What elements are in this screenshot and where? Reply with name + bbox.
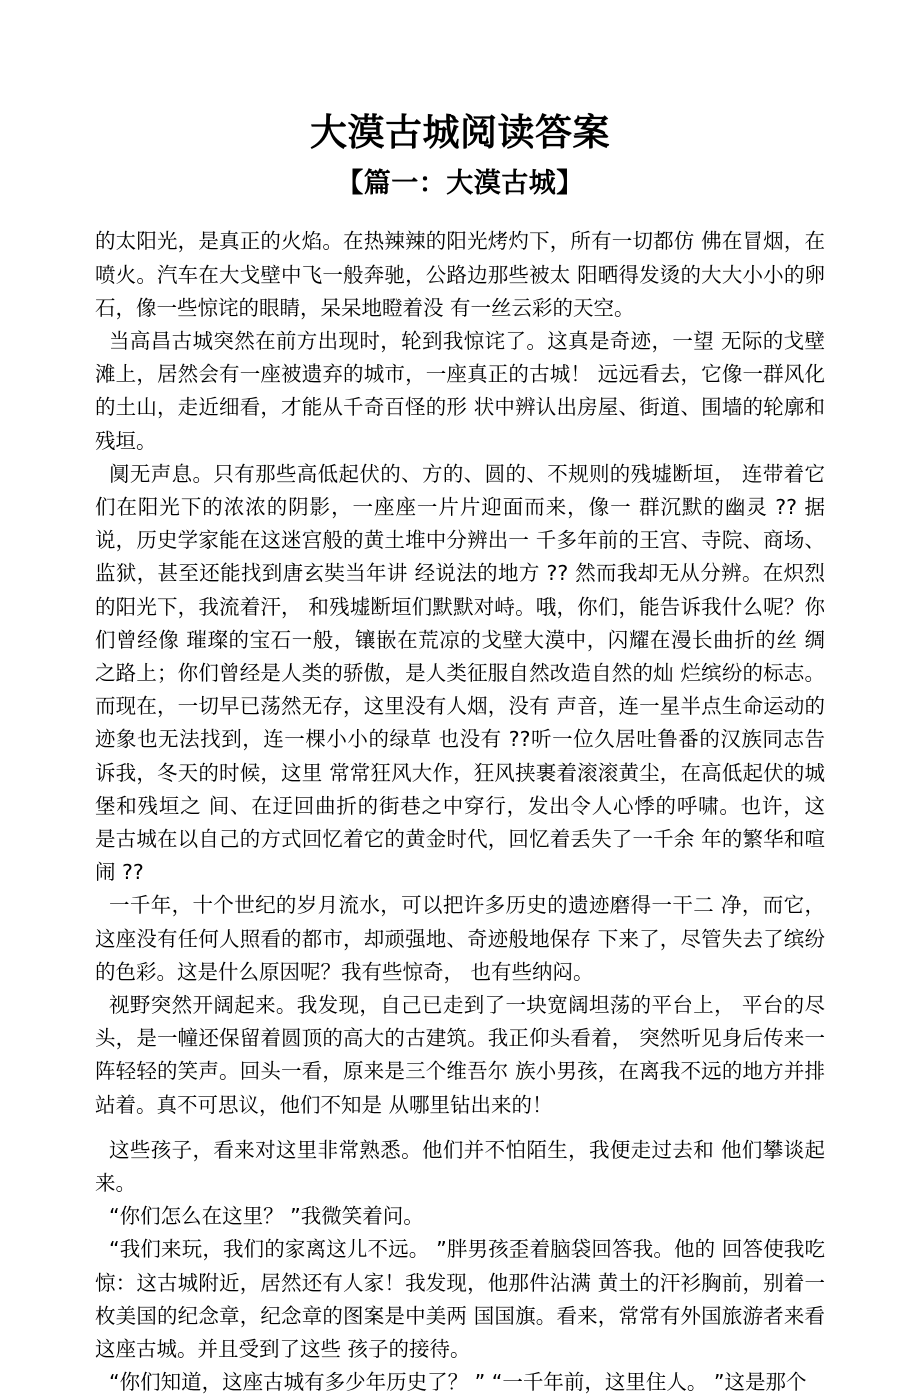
paragraph: 当高昌古城突然在前方出现时，轮到我惊诧了。这真是奇迹，一望 无际的戈壁滩上，居然会有一座被遗弃的城市，一座真正的古城！ 远远看去，它像一群风化的土山，走近细看，才能从千奇百怪的形 状中辨认出房屋、街道、围墙的轮廓和残垣。 [95,328,825,453]
paragraph: 这些孩子，看来对这里非常熟悉。他们并不怕陌生，我便走过去和 他们攀谈起来。 [95,1137,825,1196]
paragraph: 的太阳光，是真正的火焰。在热辣辣的阳光烤灼下，所有一切都仿 佛在冒烟，在喷火。汽车在大戈壁中飞一般奔驰，公路边那些被太 阳晒得发烫的大大小小的卵石，像一些惊诧的眼睛，呆呆地瞪着没 有一丝云彩的天空。 [95,229,825,320]
page-title: 大漠古城阅读答案 [310,111,610,154]
paragraph: 一千年，十个世纪的岁月流水，可以把许多历史的遗迹磨得一干二 净，而它，这座没有任何人照看的都市，却顽强地、奇迹般地保存 下来了，尽管失去了缤纷的色彩。这是什么原因呢？我有些惊奇， 也有些纳闷。 [95,893,825,984]
paragraph: 阒无声息。只有那些高低起伏的、方的、圆的、不规则的残墟断垣， 连带着它们在阳光下的浓浓的阴影，一座座一片片迎面而来，像一 群沉默的幽灵 ?? 据说，历史学家能在这迷宫般的黄土堆中分辨出一 千多年前的王宫、寺院、商场、监狱，甚至还能找到唐玄奘当年讲 经说法的地方 ?? 然而我却无从分辨。在炽烈的阳光下，我流着汗， 和残墟断垣们默默对峙。哦，你们，能告诉我什么呢？你们曾经像 璀璨的宝石一般，镶嵌在荒凉的戈壁大漠中，闪耀在漫长曲折的丝 绸之路上；你们曾经是人类的骄傲，是人类征服自然改造自然的灿 烂缤纷的标志。而现在，一切早已荡然无存，这里没有人烟，没有 声音，连一星半点生命运动的迹象也无法找到，连一棵小小的绿草 也没有 ??听一位久居吐鲁番的汉族同志告诉我，冬天的时候，这里 常常狂风大作，狂风挟裹着滚滚黄尘，在高低起伏的城堡和残垣之 间、在迂回曲折的街巷之中穿行，发出令人心悸的呼啸。也许，这 是古城在以自己的方式回忆着它的黄金时代，回忆着丢失了一千余 年的繁华和喧闹 ?? [95,461,832,885]
paragraph: 视野突然开阔起来。我发现，自己已走到了一块宽阔坦荡的平台上， 平台的尽头，是一幢还保留着圆顶的高大的古建筑。我正仰头看着， 突然听见身后传来一阵轻轻的笑声。回头一看，原来是三个维吾尔 族小男孩，在离我不远的地方并排站着。真不可思议，他们不知是 从哪里钻出来的！ [95,993,825,1117]
document-body [0,201,920,1399]
document-subtitle: 【篇一：大漠古城】 [336,168,584,200]
paragraph: “你们知道，这座古城有多少年历史了？ ” “一千年前，这里住人。 ”这是那个 [109,1370,807,1395]
paragraph: “我们来玩，我们的家离这儿不远。 ”胖男孩歪着脑袋回答我。他的 回答使我吃惊：这古城附近，居然还有人家！我发现，他那件沾满 黄土的汗衫胸前，别着一枚美国的纪念章，纪念章的图案是中美两 国国旗。看来，常常有外国旅游者来看这座古城。并且受到了这些 孩子的接待。 [95,1237,825,1362]
paragraph: “你们怎么在这里？ ”我微笑着问。 [109,1204,424,1229]
